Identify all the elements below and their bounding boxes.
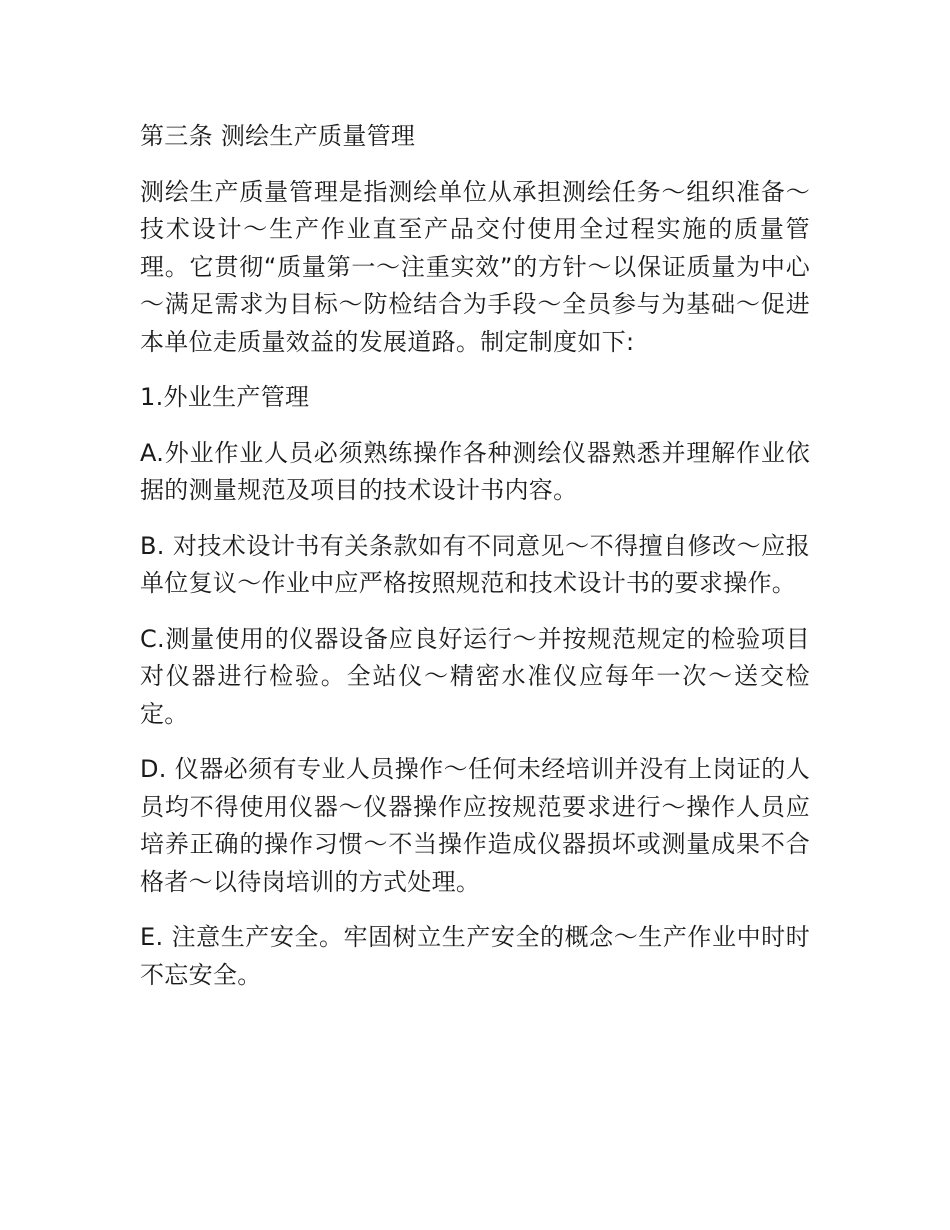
item-d-paragraph: D. 仪器必须有专业人员操作～任何未经培训并没有上岗证的人员均不得使用仪器～仪器操作应按规范要求进行～操作人员应培养正确的操作习惯～不当操作造成仪器损坏或测量成果不合格者～以待岗培训的方式处理。	[140, 755, 810, 896]
item-e-paragraph: E. 注意生产安全。牢固树立生产安全的概念～生产作业中时时不忘安全。	[140, 923, 810, 989]
item-a-paragraph: A.外业作业人员必须熟练操作各种测绘仪器熟悉并理解作业依据的测量规范及项目的技术设计书内容。	[140, 438, 810, 504]
item-b-paragraph: B. 对技术设计书有关条款如有不同意见～不得擅自修改～应报单位复议～作业中应严格按照规范和技术设计书的要求操作。	[140, 531, 810, 597]
item-c-paragraph: C.测量使用的仪器设备应良好运行～并按规范规定的检验项目对仪器进行检验。全站仪～精密水准仪应每年一次～送交检定。	[140, 624, 810, 728]
intro-paragraph: 测绘生产质量管理是指测绘单位从承担测绘任务～组织准备～技术设计～生产作业直至产品交付使用全过程实施的质量管理。它贯彻“质量第一～注重实效”的方针～以保证质量为中心～满足需求为目标～防检结合为手段～全员参与为基础～促进本单位走质量效益的发展道路。制定制度如下:	[140, 177, 810, 356]
article-heading: 第三条 测绘生产质量管理	[140, 122, 416, 150]
document-page	[140, 118, 810, 1012]
section-title: 1.外业生产管理	[140, 383, 310, 411]
